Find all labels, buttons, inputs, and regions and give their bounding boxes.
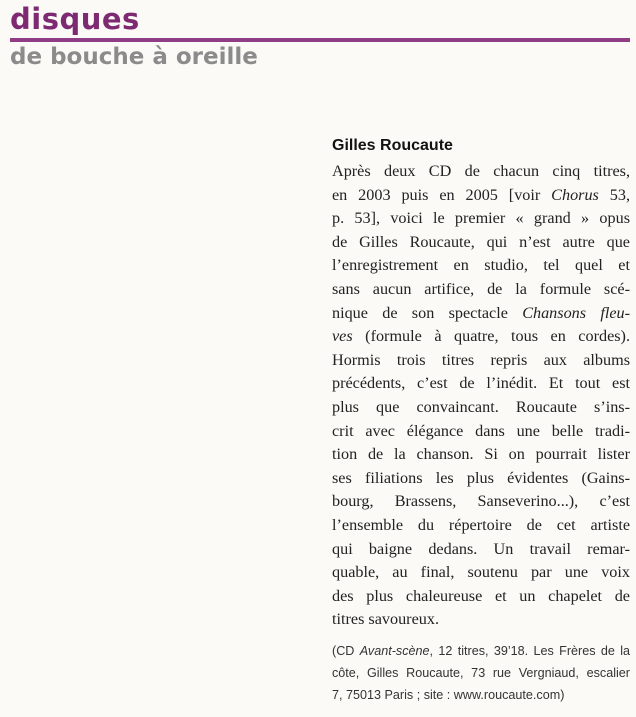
text-run: Hormis trois titres repris aux albums [332,350,630,369]
body-line [332,160,630,184]
credit-line [332,640,630,662]
text-run: plus que convaincant. Roucaute s’ins- [332,397,630,416]
text-run: Chorus [551,185,599,204]
text-run: (formule à quatre, tous en cordes). [352,327,630,346]
body-line [332,608,630,632]
text-run: p. 53], voici le premier « grand » opus [332,209,630,228]
text-run: sans aucun artifice, de la formule scé- [332,279,630,298]
section-title: disques [10,2,140,36]
section-subtitle: de bouche à oreille [10,44,258,70]
text-run: l’ensemble du répertoire de cet artiste [332,515,630,534]
text-run: crit avec élégance dans une belle tradi- [332,421,630,440]
credit-line [332,662,630,684]
body-line [332,372,630,396]
text-run: Chansons fleu- [522,303,631,322]
body-line [332,420,630,444]
text-run: côte, Gilles Roucaute, 73 rue Vergniaud, escalier [332,665,630,680]
body-line [332,278,630,302]
body-line [332,254,630,278]
body-line [332,302,630,326]
text-run: des plus chaleureuse et un chapelet de [332,586,630,605]
text-run: 7, 75013 Paris ; site : www.roucaute.com) [332,687,565,702]
text-run: Avant-scène [359,643,430,658]
body-line [332,184,630,208]
credit-line [332,684,630,706]
text-run: l’enregistrement en studio, tel quel et [332,256,630,275]
body-line [332,467,630,491]
text-run: nique de son spectacle [332,303,523,322]
body-line [332,396,630,420]
review-body [332,160,630,632]
text-run: qui baigne dedans. Un travail remar- [332,539,630,558]
body-line [332,490,630,514]
body-line [332,443,630,467]
text-run: (CD [332,643,360,658]
review-credits [332,640,630,706]
text-run: quable, au final, soutenu par une voix [332,563,630,582]
text-run: bourg, Brassens, Sanseverino...), c’est [332,492,630,511]
text-run: ses filiations les plus évidentes (Gains- [332,468,630,487]
body-line [332,514,630,538]
text-run: ves [332,327,353,346]
body-line [332,538,630,562]
text-run: précédents, c’est de l’inédit. Et tout est [332,374,630,393]
body-line [332,349,630,373]
body-line [332,325,630,349]
body-line [332,207,630,231]
body-line [332,231,630,255]
text-run: en 2003 puis en 2005 [voir [332,185,552,204]
body-line [332,585,630,609]
text-run: Après deux CD de chacun cinq titres, [332,162,630,180]
text-run: 53, [598,185,630,204]
text-run: de Gilles Roucaute, qui n’est autre que [332,232,630,251]
body-line [332,561,630,585]
text-run: tion de la chanson. Si on pourrait lister [332,445,630,464]
review-heading: Gilles Roucaute [332,137,453,154]
review-article [332,134,630,706]
text-run: , 12 titres, 39’18. Les Frères de la [429,643,630,658]
text-run: titres savoureux. [332,610,439,629]
